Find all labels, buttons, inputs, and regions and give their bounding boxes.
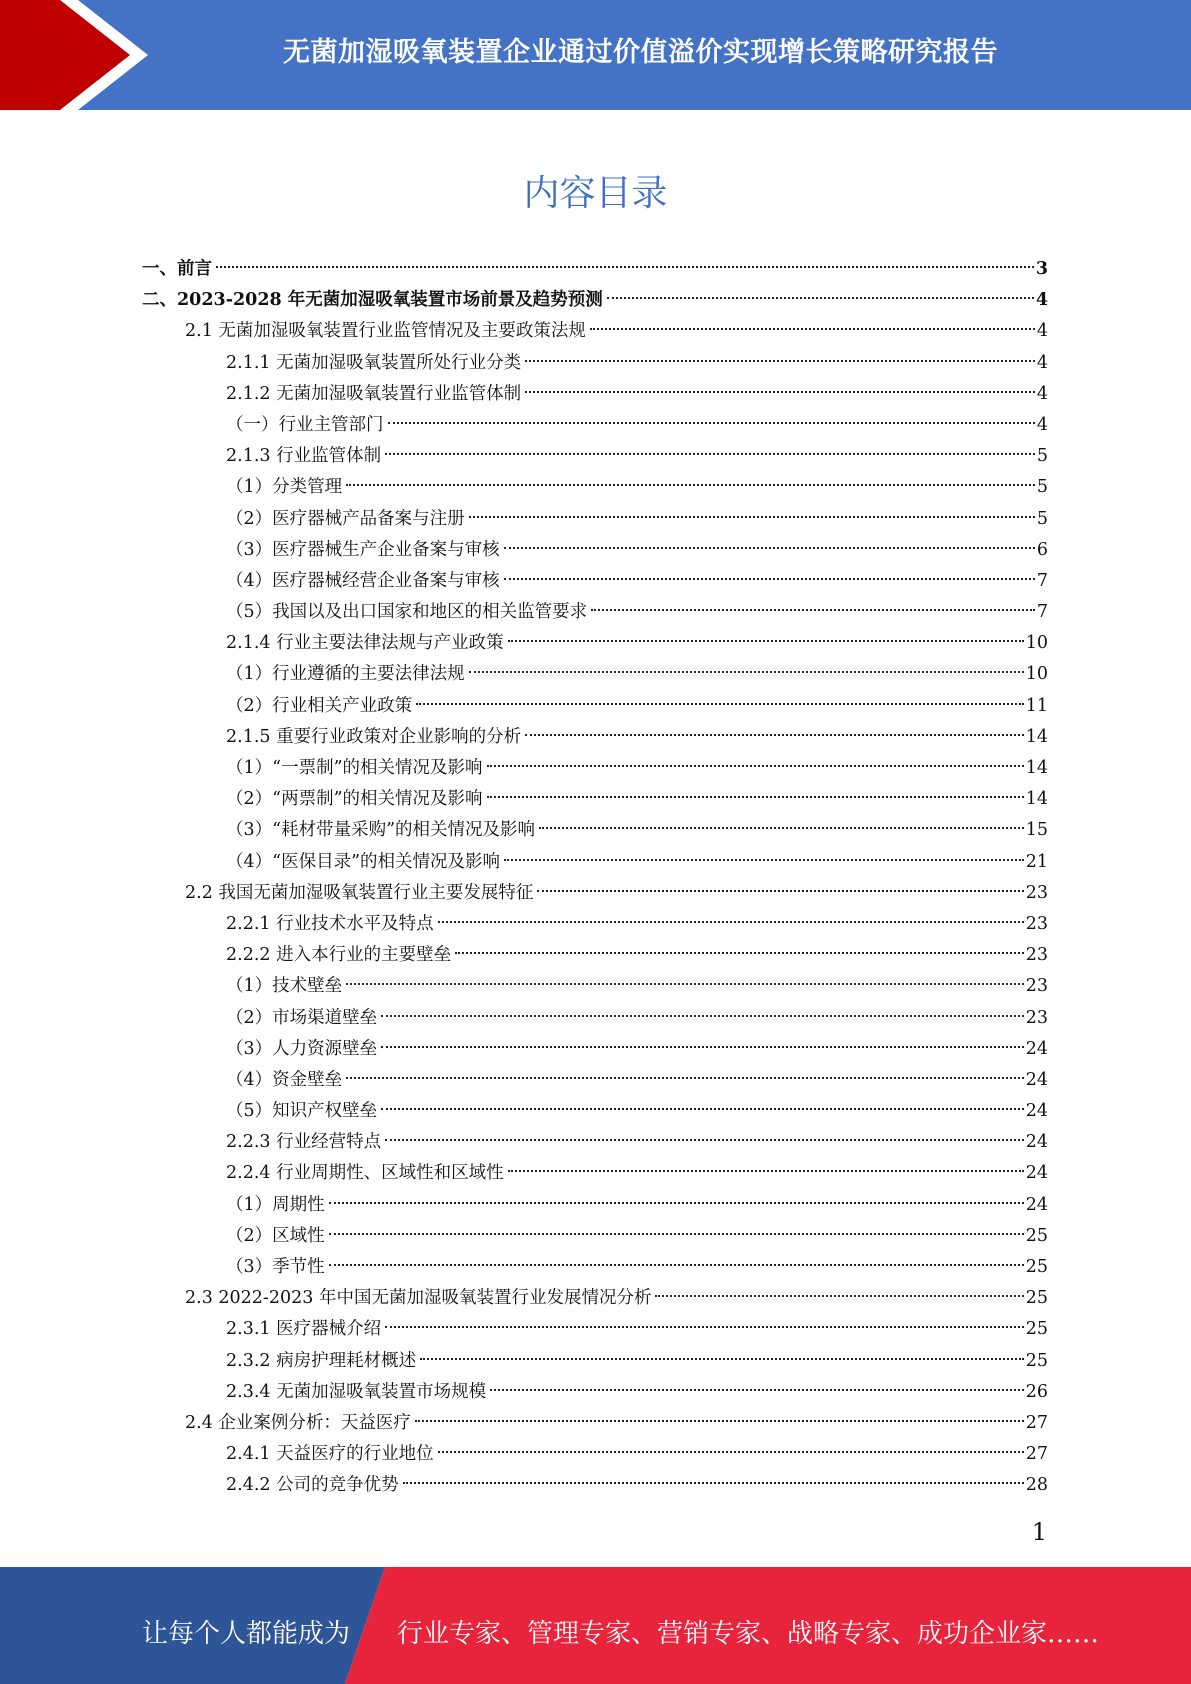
toc-dot-leader <box>590 328 1035 330</box>
toc-dot-leader <box>469 516 1035 518</box>
toc-entry-label: （1）周期性 <box>226 1194 325 1215</box>
toc-entry-page: 4 <box>1036 414 1048 435</box>
toc-entry[interactable] <box>142 1346 1048 1377</box>
toc-entry-page: 5 <box>1036 446 1048 467</box>
toc-dot-leader <box>329 1264 1024 1266</box>
toc-entry[interactable] <box>142 1283 1048 1314</box>
toc-entry-label: 一、前言 <box>142 259 212 279</box>
toc-entry[interactable] <box>142 1158 1048 1189</box>
toc-entry-page: 7 <box>1036 570 1048 591</box>
toc-entry-label: （2）“两票制”的相关情况及影响 <box>226 789 483 810</box>
toc-entry-label: 2.1.4 行业主要法律法规与产业政策 <box>226 633 504 654</box>
toc-dot-leader <box>508 640 1024 642</box>
page-number: 1 <box>1031 1518 1047 1546</box>
toc-dot-leader <box>525 734 1024 736</box>
toc-entry[interactable] <box>142 597 1048 628</box>
toc-entry-page: 11 <box>1025 695 1048 716</box>
toc-dot-leader <box>525 360 1035 362</box>
toc-entry-label: 2.4.2 公司的竞争优势 <box>226 1475 399 1496</box>
toc-entry-page: 24 <box>1025 1132 1048 1153</box>
toc-entry-page: 25 <box>1025 1225 1048 1246</box>
toc-entry-page: 21 <box>1025 851 1048 872</box>
toc-entry-page: 3 <box>1035 259 1048 279</box>
toc-entry[interactable] <box>142 1252 1048 1283</box>
toc-entry-label: 2.2.3 行业经营特点 <box>226 1132 382 1153</box>
toc-entry-page: 23 <box>1025 913 1048 934</box>
toc-entry-page: 23 <box>1025 882 1048 903</box>
report-title: 无菌加湿吸氧装置企业通过价值溢价实现增长策略研究报告 <box>283 37 998 68</box>
toc-entry-label: （5）知识产权壁垒 <box>226 1101 378 1122</box>
toc-entry-page: 4 <box>1036 321 1048 342</box>
toc-dot-leader <box>469 671 1024 673</box>
toc-dot-leader <box>525 391 1035 393</box>
toc-entry-page: 4 <box>1035 290 1048 311</box>
toc-dot-leader <box>346 1077 1024 1079</box>
toc-entry[interactable] <box>142 971 1048 1002</box>
toc-entry-page: 24 <box>1025 1069 1048 1090</box>
toc-entry-label: （1）行业遵循的主要法律法规 <box>226 664 465 685</box>
toc-entry[interactable] <box>142 1003 1048 1034</box>
toc-entry-page: 23 <box>1025 945 1048 966</box>
toc-entry-label: 2.2.2 进入本行业的主要壁垒 <box>226 945 452 966</box>
toc-entry-label: （4）医疗器械经营企业备案与审核 <box>226 570 500 591</box>
toc-entry[interactable] <box>142 1221 1048 1252</box>
toc-dot-leader <box>455 952 1024 954</box>
toc-entry-label: 2.2.4 行业周期性、区域性和区域性 <box>226 1163 504 1184</box>
toc-entry-label: （一）行业主管部门 <box>226 414 384 435</box>
toc-entry-label: （5）我国以及出口国家和地区的相关监管要求 <box>226 602 588 623</box>
toc-entry[interactable] <box>142 659 1048 690</box>
toc-entry[interactable] <box>142 316 1048 347</box>
toc-entry[interactable] <box>142 566 1048 597</box>
toc-dot-leader <box>504 859 1024 861</box>
toc-dot-leader <box>385 1326 1024 1328</box>
toc-entry[interactable] <box>142 628 1048 659</box>
toc-entry-page: 23 <box>1025 976 1048 997</box>
toc-entry[interactable] <box>142 784 1048 815</box>
toc-entry-label: （3）人力资源壁垒 <box>226 1038 378 1059</box>
toc-entry-label: 2.1.2 无菌加湿吸氧装置行业监管体制 <box>226 383 522 404</box>
toc-entry[interactable] <box>142 1439 1048 1470</box>
toc-entry[interactable] <box>142 1096 1048 1127</box>
toc-entry[interactable] <box>142 691 1048 722</box>
toc-entry-label: （2）市场渠道壁垒 <box>226 1007 378 1028</box>
toc-entry-label: 2.1.3 行业监管体制 <box>226 446 382 467</box>
toc-entry[interactable] <box>142 909 1048 940</box>
toc-entry-page: 26 <box>1025 1381 1048 1402</box>
toc-entry-page: 25 <box>1025 1288 1048 1309</box>
toc-entry[interactable] <box>142 410 1048 441</box>
toc-entry-page: 14 <box>1025 758 1048 778</box>
toc-entry-label: （4）“医保目录”的相关情况及影响 <box>226 851 501 872</box>
toc-dot-leader <box>329 1233 1024 1235</box>
toc-dot-leader <box>655 1295 1023 1297</box>
toc-entry-label: （1）“一票制”的相关情况及影响 <box>226 758 483 778</box>
toc-entry[interactable] <box>142 1034 1048 1065</box>
toc-dot-leader <box>346 484 1035 486</box>
toc-dot-leader <box>504 547 1035 549</box>
toc-entry[interactable] <box>142 1408 1048 1439</box>
toc-entry-label: 2.1.5 重要行业政策对企业影响的分析 <box>226 726 522 747</box>
toc-entry-label: 2.2 我国无菌加湿吸氧装置行业主要发展特征 <box>185 882 534 903</box>
toc-dot-leader <box>381 1015 1024 1017</box>
toc-dot-leader <box>420 1358 1024 1360</box>
toc-entry[interactable] <box>142 504 1048 535</box>
toc-dot-leader <box>385 1139 1024 1141</box>
footer-banner <box>0 1567 1191 1684</box>
toc-entry[interactable] <box>142 815 1048 846</box>
toc-entry[interactable] <box>142 1190 1048 1221</box>
toc-entry-label: 2.2.1 行业技术水平及特点 <box>226 913 434 934</box>
toc-entry[interactable] <box>142 254 1048 285</box>
toc-dot-leader <box>403 1482 1024 1484</box>
toc-entry-label: （2）行业相关产业政策 <box>226 695 413 716</box>
toc-entry[interactable] <box>142 847 1048 878</box>
toc-entry[interactable] <box>142 472 1048 503</box>
footer-slogan-left: 让每个人都能成为 <box>142 1619 351 1649</box>
toc-heading: 内容目录 <box>523 173 668 214</box>
toc-entry-label: （4）资金壁垒 <box>226 1069 343 1090</box>
toc-entry-label: 2.3 2022-2023 年中国无菌加湿吸氧装置行业发展情况分析 <box>185 1288 652 1309</box>
toc-entry-page: 27 <box>1025 1412 1048 1433</box>
header-banner <box>0 0 1191 110</box>
toc-entry-page: 10 <box>1025 633 1048 654</box>
toc-entry-label: （1）分类管理 <box>226 477 343 498</box>
toc-entry-page: 5 <box>1036 477 1048 498</box>
toc-entry-page: 7 <box>1036 602 1048 623</box>
toc-dot-leader <box>591 609 1035 611</box>
toc-entry[interactable] <box>142 1470 1048 1501</box>
toc-entry[interactable] <box>142 441 1048 472</box>
footer-slogan-right: 行业专家、管理专家、营销专家、战略专家、成功企业家…… <box>397 1619 1100 1649</box>
toc-dot-leader <box>415 1420 1024 1422</box>
toc-entry-page: 27 <box>1025 1444 1048 1465</box>
toc-dot-leader <box>504 578 1035 580</box>
toc-entry-label: 2.3.2 病房护理耗材概述 <box>226 1350 417 1371</box>
toc-dot-leader <box>487 796 1024 798</box>
toc-entry-page: 25 <box>1025 1257 1048 1277</box>
toc-entry-page: 6 <box>1036 539 1048 560</box>
toc-entry[interactable] <box>142 348 1048 379</box>
toc-dot-leader <box>385 453 1035 455</box>
toc-entry[interactable] <box>142 940 1048 971</box>
toc-dot-leader <box>487 765 1024 767</box>
toc-entry-label: 2.4.1 天益医疗的行业地位 <box>226 1444 434 1465</box>
toc-entry-label: 2.1 无菌加湿吸氧装置行业监管情况及主要政策法规 <box>185 321 586 342</box>
toc-entry[interactable] <box>142 1377 1048 1408</box>
toc-entry-page: 23 <box>1025 1007 1048 1028</box>
toc-entry-page: 4 <box>1036 352 1048 373</box>
toc-entry-label: （3）“耗材带量采购”的相关情况及影响 <box>226 820 536 841</box>
toc-dot-leader <box>329 1202 1024 1204</box>
toc-dot-leader <box>216 266 1034 268</box>
toc-entry[interactable] <box>142 535 1048 566</box>
toc-entry[interactable] <box>142 722 1048 753</box>
toc-dot-leader <box>508 1170 1024 1172</box>
toc-dot-leader <box>346 983 1024 985</box>
toc-entry[interactable] <box>142 1314 1048 1345</box>
toc-entry-page: 5 <box>1036 508 1048 529</box>
toc-dot-leader <box>537 890 1023 892</box>
toc-entry-label: （1）技术壁垒 <box>226 976 343 997</box>
toc-entry-label: 2.4 企业案例分析：天益医疗 <box>185 1412 411 1433</box>
toc-dot-leader <box>388 422 1035 424</box>
toc-entry-label: （3）医疗器械生产企业备案与审核 <box>226 539 500 560</box>
toc-entry[interactable] <box>142 753 1048 784</box>
toc-dot-leader <box>607 297 1034 299</box>
toc-entry-page: 24 <box>1025 1163 1048 1184</box>
toc-dot-leader <box>416 703 1024 705</box>
toc-entry-label: （2）区域性 <box>226 1225 325 1246</box>
toc-dot-leader <box>438 1451 1024 1453</box>
toc-entry-page: 24 <box>1025 1101 1048 1122</box>
toc-dot-leader <box>539 827 1024 829</box>
toc-entry-page: 4 <box>1036 383 1048 404</box>
toc-entry-page: 14 <box>1025 789 1048 810</box>
toc-entry-label: 二、2023-2028 年无菌加湿吸氧装置市场前景及趋势预测 <box>142 290 603 311</box>
toc-entry-label: （2）医疗器械产品备案与注册 <box>226 508 465 529</box>
toc-entry-label: 2.3.1 医疗器械介绍 <box>226 1319 382 1340</box>
toc-entry-page: 10 <box>1025 664 1048 685</box>
toc-entry-page: 24 <box>1025 1194 1048 1215</box>
toc-entry-page: 24 <box>1025 1038 1048 1059</box>
toc-entry[interactable] <box>142 379 1048 410</box>
toc-entry-label: 2.3.4 无菌加湿吸氧装置市场规模 <box>226 1381 487 1402</box>
toc-dot-leader <box>438 921 1024 923</box>
toc-entry-label: 2.1.1 无菌加湿吸氧装置所处行业分类 <box>226 352 522 373</box>
toc-entry-page: 25 <box>1025 1350 1048 1371</box>
toc-entry-page: 25 <box>1025 1319 1048 1340</box>
toc-entry[interactable] <box>142 878 1048 909</box>
toc-dot-leader <box>381 1046 1024 1048</box>
toc-dot-leader <box>381 1108 1024 1110</box>
toc-entry-page: 28 <box>1025 1475 1048 1496</box>
toc-entry[interactable] <box>142 285 1048 316</box>
toc-entry[interactable] <box>142 1127 1048 1158</box>
table-of-contents <box>142 254 1048 1502</box>
toc-dot-leader <box>490 1389 1024 1391</box>
toc-entry-page: 14 <box>1025 726 1048 747</box>
toc-entry[interactable] <box>142 1065 1048 1096</box>
toc-entry-page: 15 <box>1025 820 1048 841</box>
toc-entry-label: （3）季节性 <box>226 1257 325 1277</box>
